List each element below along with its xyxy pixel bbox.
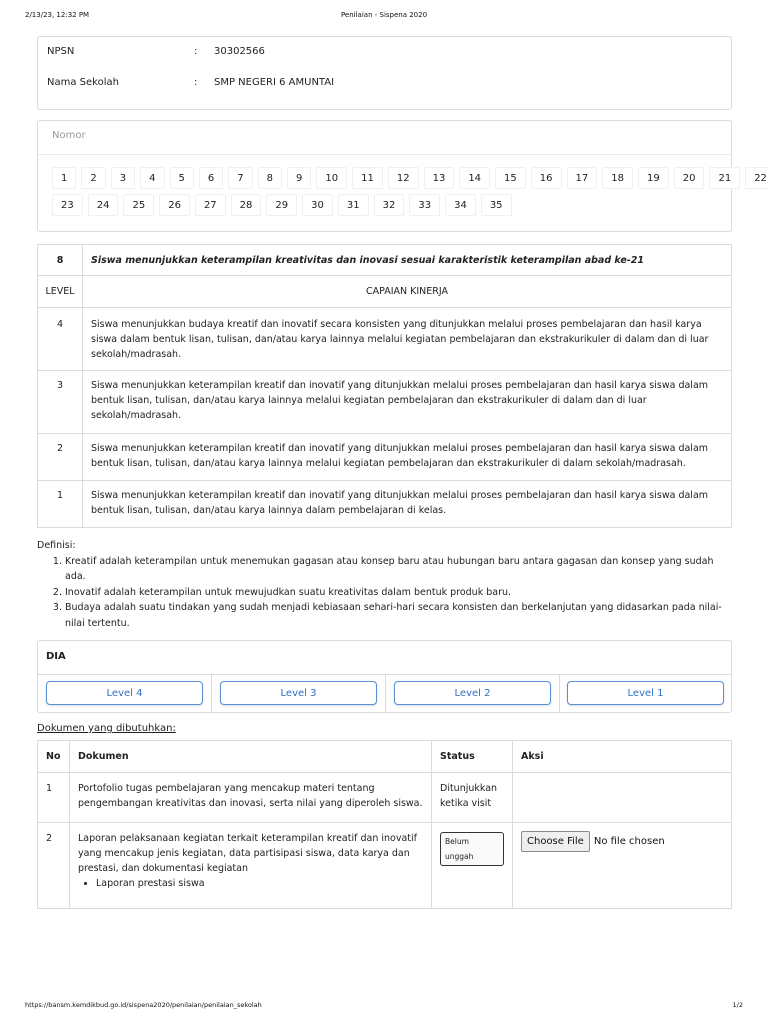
row-dokumen: Portofolio tugas pembelajaran yang mencakup materi tentang pengembangan kreativitas dan inovasi, serta nilai yang diperoleh siswa. (70, 773, 432, 823)
nomor-button-27[interactable]: 27 (195, 194, 226, 216)
level-row (38, 308, 732, 371)
nomor-button-1[interactable]: 1 (52, 167, 76, 189)
dia-column-separator (559, 674, 560, 712)
level-1-button[interactable]: Level 1 (567, 681, 724, 705)
dia-column-separator (385, 674, 386, 712)
nomor-button-34[interactable]: 34 (445, 194, 476, 216)
nomor-button-13[interactable]: 13 (424, 167, 455, 189)
nomor-button-20[interactable]: 20 (674, 167, 705, 189)
school-name-label: Nama Sekolah (47, 77, 119, 88)
nomor-divider (38, 154, 731, 155)
level-value: 2 (38, 434, 83, 481)
dia-card (37, 640, 732, 713)
dia-title: DIA (46, 651, 66, 662)
dokumen-sub-list (96, 876, 423, 891)
definisi-section (37, 538, 732, 631)
nomor-button-15[interactable]: 15 (495, 167, 526, 189)
nomor-button-24[interactable]: 24 (88, 194, 119, 216)
definisi-item: 3. Budaya adalah suatu tindakan yang sudah menjadi kebiasaan sehari-hari secara konsisten dan berkelanjutan yang didasarkan pada nilai-nilai tertentu. (65, 600, 732, 631)
table-row (38, 823, 732, 909)
npsn-value: 30302566 (214, 46, 265, 57)
level-row (38, 481, 732, 528)
criteria-table (37, 244, 732, 528)
school-info-card (37, 36, 732, 110)
nomor-card (37, 120, 767, 232)
row-status: Ditunjukkan ketika visit (432, 773, 513, 823)
nomor-title: Nomor (52, 130, 86, 141)
col-header-dokumen: Dokumen (70, 741, 432, 773)
definisi-list (55, 554, 732, 632)
school-name-colon: : (194, 77, 198, 88)
print-url: https://bansm.kemdikbud.go.id/sispena2020/penilaian/penilaian_sekolah (25, 1001, 262, 1009)
choose-file-button[interactable]: Choose File (521, 831, 590, 852)
table-row (38, 773, 732, 823)
level-header: LEVEL (38, 276, 83, 308)
nomor-button-29[interactable]: 29 (266, 194, 297, 216)
nomor-button-12[interactable]: 12 (388, 167, 419, 189)
criteria-title: Siswa menunjukkan keterampilan kreativitas dan inovasi sesuai karakteristik keterampilan abad ke-21 (83, 245, 732, 276)
print-datetime: 2/13/23, 12:32 PM (25, 11, 90, 19)
nomor-button-14[interactable]: 14 (459, 167, 490, 189)
nomor-button-2[interactable]: 2 (81, 167, 105, 189)
status-badge: Belum unggah (440, 832, 504, 866)
nomor-button-32[interactable]: 32 (374, 194, 405, 216)
nomor-button-3[interactable]: 3 (111, 167, 135, 189)
row-dokumen (70, 823, 432, 909)
row-dokumen-text: Laporan pelaksanaan kegiatan terkait keterampilan kreatif dan inovatif yang mencakup jenis kegiatan, data partisipasi siswa, data karya dan prestasi, dan dokumentasi kegiatan (78, 833, 417, 874)
row-no: 2 (38, 823, 70, 909)
nomor-button-9[interactable]: 9 (287, 167, 311, 189)
nomor-button-25[interactable]: 25 (123, 194, 154, 216)
nomor-button-35[interactable]: 35 (481, 194, 512, 216)
row-status (432, 823, 513, 909)
nomor-button-26[interactable]: 26 (159, 194, 190, 216)
definisi-item: 1. Kreatif adalah keterampilan untuk menemukan gagasan atau konsep baru atau hubungan baru antara gagasan dan konsep yang sudah ada. (65, 554, 732, 585)
nomor-button-31[interactable]: 31 (338, 194, 369, 216)
level-desc: Siswa menunjukkan keterampilan kreatif dan inovatif yang ditunjukkan melalui proses pembelajaran dan hasil karya siswa dalam bentuk lisan, tulisan, dan/atau karya lainnya dalam pembelajaran di kelas. (83, 481, 732, 528)
nomor-button-4[interactable]: 4 (140, 167, 164, 189)
level-desc: Siswa menunjukkan keterampilan kreatif dan inovatif yang ditunjukkan melalui proses pembelajaran dan hasil karya siswa dalam bentuk lisan, tulisan, dan/atau karya lainnya melalui kegiatan pembelajaran dan ekstrakurikuler di dalam dan di luar sekolah/madrasah. (83, 371, 732, 434)
nomor-button-5[interactable]: 5 (170, 167, 194, 189)
nomor-button-16[interactable]: 16 (531, 167, 562, 189)
nomor-button-18[interactable]: 18 (602, 167, 633, 189)
level-value: 4 (38, 308, 83, 371)
level-row (38, 371, 732, 434)
print-page-number: 1/2 (732, 1001, 743, 1009)
npsn-label: NPSN (47, 46, 75, 57)
nomor-button-8[interactable]: 8 (258, 167, 282, 189)
nomor-button-10[interactable]: 10 (316, 167, 347, 189)
dokumen-sub-item: • Laporan prestasi siswa (96, 876, 423, 891)
level-value: 1 (38, 481, 83, 528)
nomor-button-30[interactable]: 30 (302, 194, 333, 216)
nomor-button-22[interactable]: 22 (745, 167, 768, 189)
nomor-row-2 (52, 194, 517, 216)
col-header-no: No (38, 741, 70, 773)
nomor-button-19[interactable]: 19 (638, 167, 669, 189)
level-row (38, 434, 732, 481)
nomor-button-11[interactable]: 11 (352, 167, 383, 189)
npsn-colon: : (194, 46, 198, 57)
definisi-item: 2. Inovatif adalah keterampilan untuk mewujudkan suatu kreativitas dalam bentuk produk baru. (65, 585, 732, 601)
nomor-button-6[interactable]: 6 (199, 167, 223, 189)
file-status-text: No file chosen (593, 836, 665, 847)
level-2-button[interactable]: Level 2 (394, 681, 551, 705)
criteria-number: 8 (38, 245, 83, 276)
nomor-row-1 (52, 167, 768, 189)
nomor-button-23[interactable]: 23 (52, 194, 83, 216)
nomor-button-21[interactable]: 21 (709, 167, 740, 189)
nomor-button-17[interactable]: 17 (567, 167, 598, 189)
level-4-button[interactable]: Level 4 (46, 681, 203, 705)
level-desc: Siswa menunjukkan budaya kreatif dan inovatif secara konsisten yang ditunjukkan melalui proses pembelajaran dan hasil karya siswa dalam bentuk lisan, tulisan, dan/atau karya lainnya melalui kegiatan pembelajaran dan ekstrakurikuler di dalam dan di luar sekolah/madrasah. (83, 308, 732, 371)
dokumen-title: Dokumen yang dibutuhkan: (37, 723, 176, 734)
nomor-button-7[interactable]: 7 (228, 167, 252, 189)
school-name-value: SMP NEGERI 6 AMUNTAI (214, 77, 335, 88)
row-aksi (513, 773, 732, 823)
level-desc: Siswa menunjukkan keterampilan kreatif dan inovatif yang ditunjukkan melalui proses pembelajaran dan hasil karya siswa dalam bentuk lisan, tulisan, dan/atau karya lainnya melalui kegiatan pembelajaran dan ekstrakurikuler di dalam sekolah/madrasah. (83, 434, 732, 481)
dia-column-separator (211, 674, 212, 712)
print-header (25, 11, 743, 23)
col-header-aksi: Aksi (513, 741, 732, 773)
level-3-button[interactable]: Level 3 (220, 681, 377, 705)
print-page-title: Penilaian - Sispena 2020 (340, 11, 428, 19)
capaian-header: CAPAIAN KINERJA (83, 276, 732, 308)
nomor-button-28[interactable]: 28 (231, 194, 262, 216)
definisi-title: Definisi: (37, 540, 76, 551)
row-aksi (513, 823, 732, 909)
print-footer (25, 1001, 743, 1013)
dokumen-table (37, 740, 732, 909)
nomor-button-33[interactable]: 33 (409, 194, 440, 216)
col-header-status: Status (432, 741, 513, 773)
level-value: 3 (38, 371, 83, 434)
row-no: 1 (38, 773, 70, 823)
